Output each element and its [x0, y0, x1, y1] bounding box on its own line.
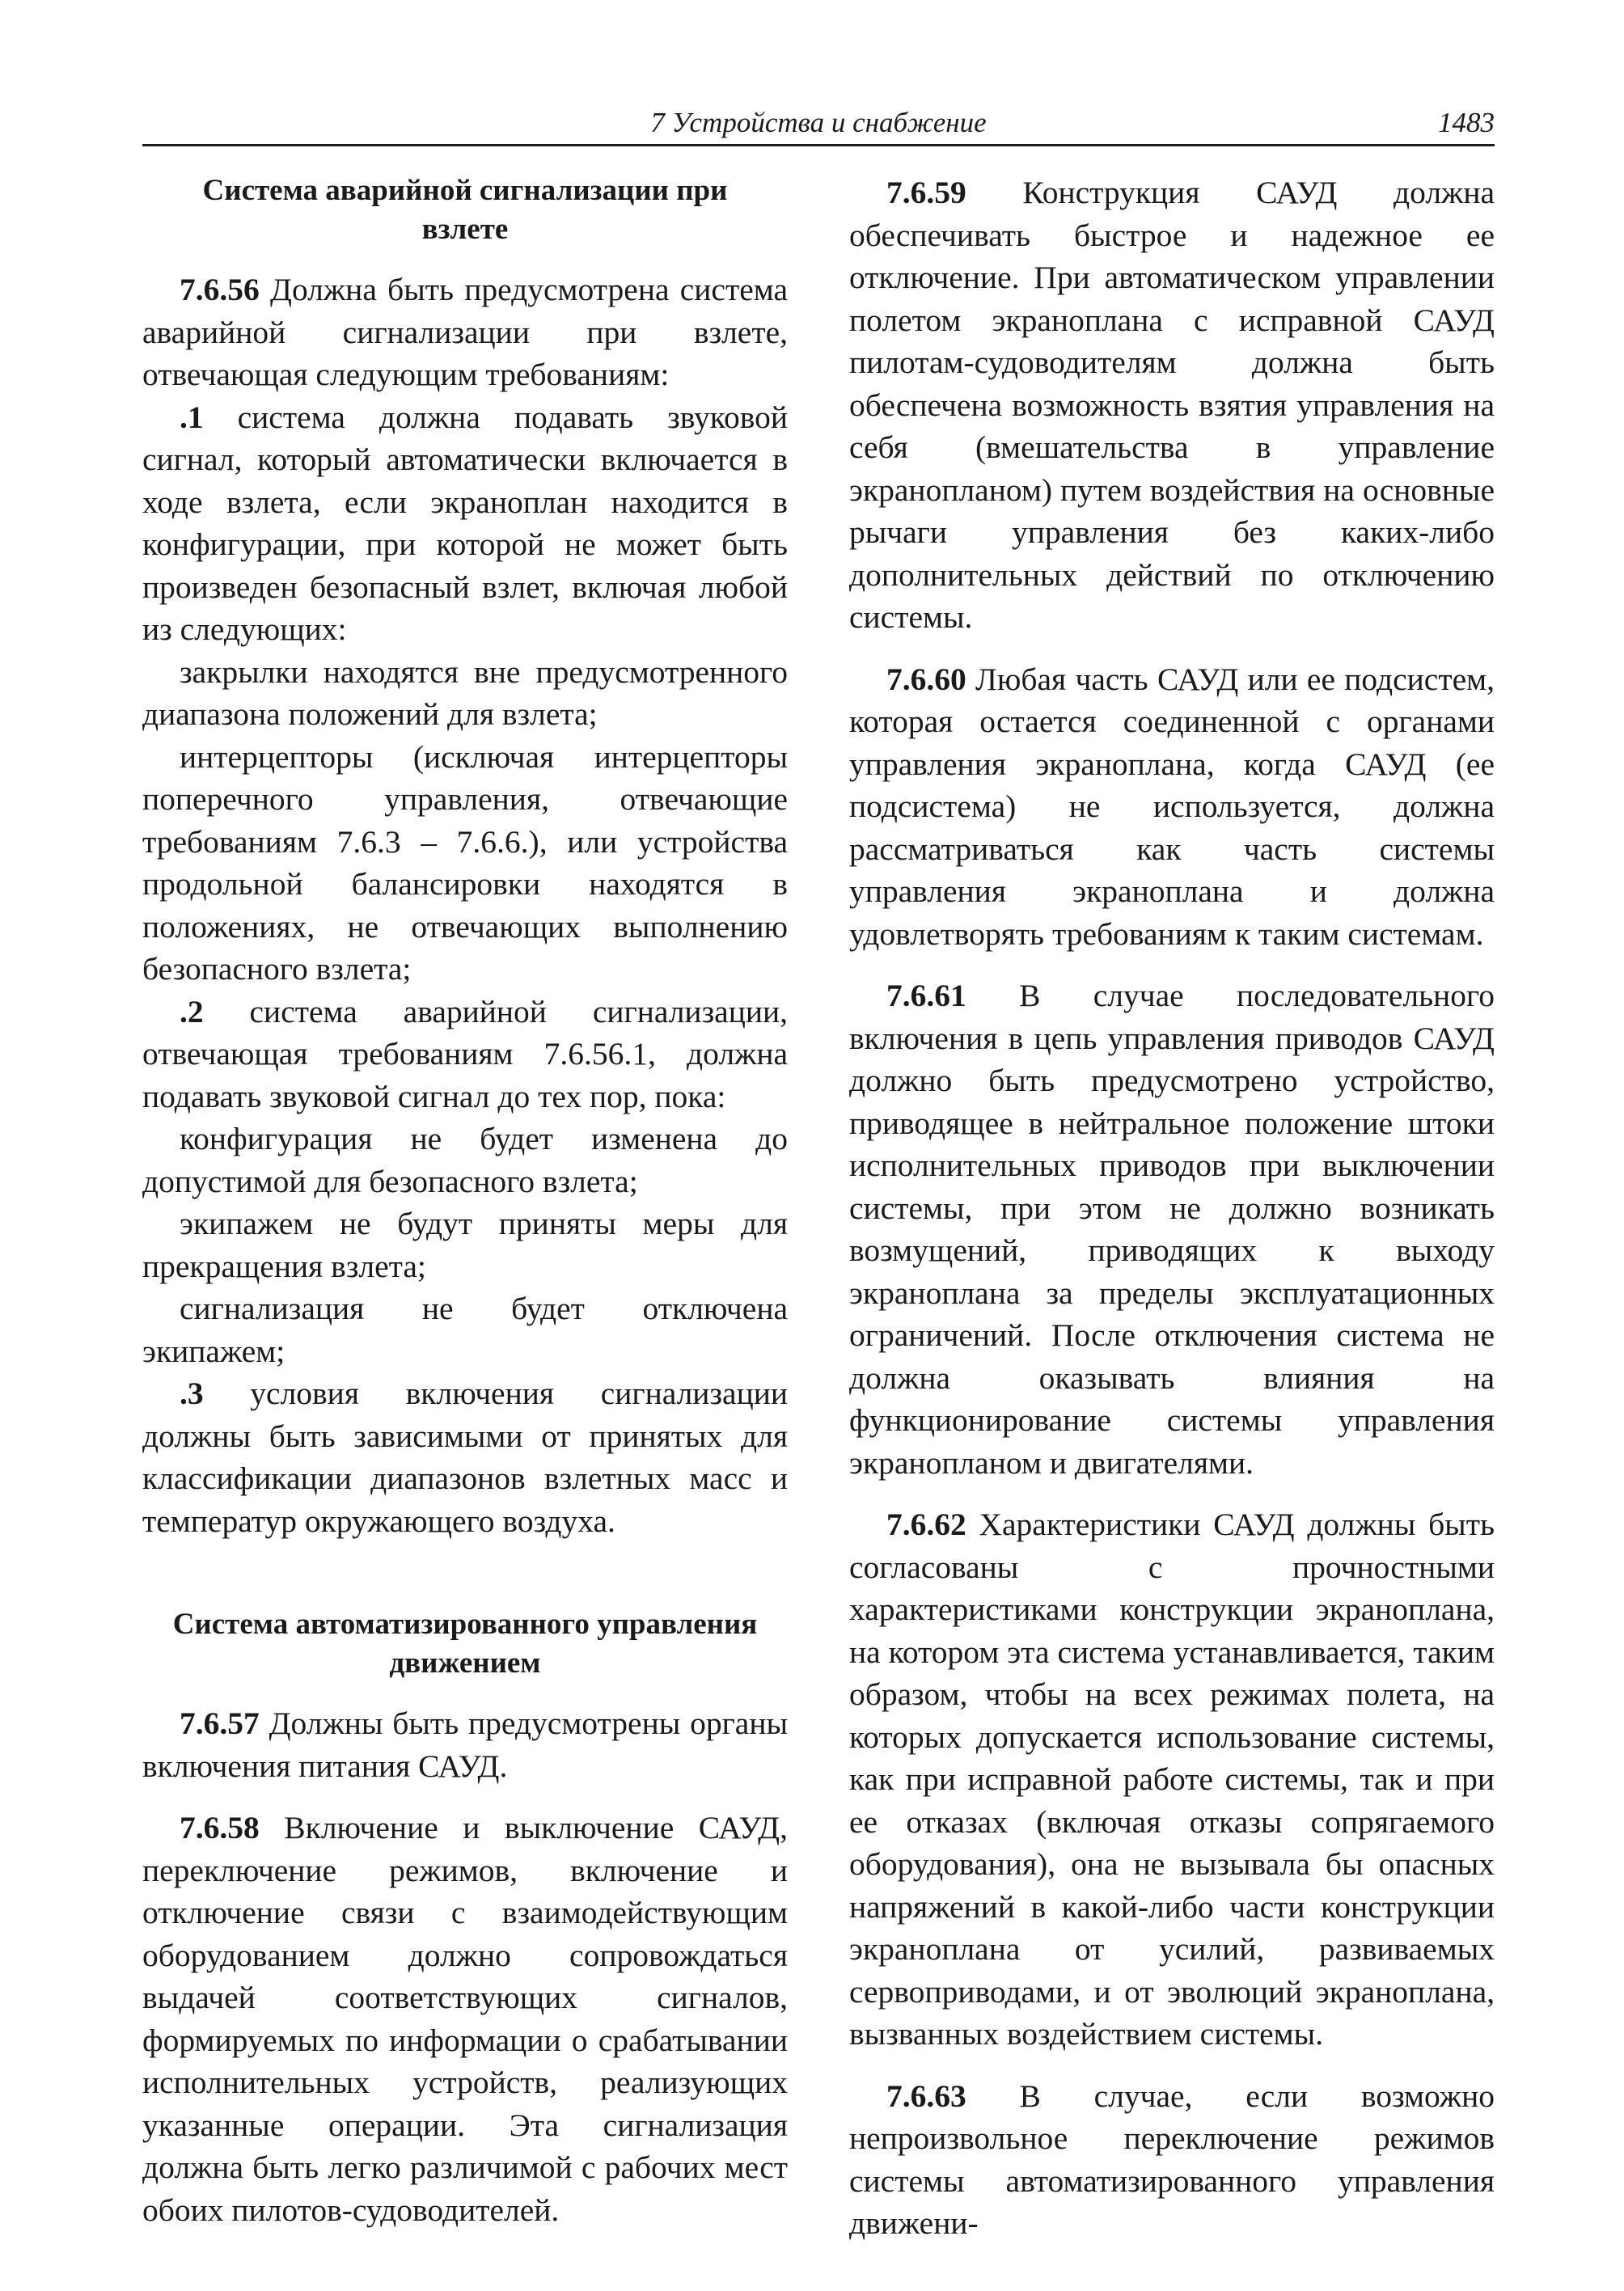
- clause-text: Должны быть предусмотрены органы включения питания САУД.: [142, 1706, 788, 1784]
- list-item-3: [142, 1372, 788, 1542]
- clause-text: Включение и выключение САУД, переключение режимов, включение и отключение связи с взаимодействующим оборудованием должно сопровождаться выдачей соответствующих сигналов, формируемых по информации о срабатывании исполнительных устройств, реализующих указанные операции. Эта сигнализация должна быть легко различимой с рабочих мест обоих пилотов-судоводителей.: [142, 1810, 788, 2228]
- clause-7-6-62: [849, 1503, 1495, 2056]
- item-text: система аварийной сигнализации, отвечающая требованиям 7.6.56.1, должна подавать звуковой сигнал до тех пор, пока:: [142, 993, 788, 1114]
- clause-7-6-61: [849, 974, 1495, 1484]
- clause-text: В случае, если возможно непроизвольное переключение режимов системы автоматизированного управления движени-: [849, 2078, 1495, 2241]
- item-text: условия включения сигнализации должны быть зависимыми от принятых для классификации диапазонов взлетных масс и температур окружающего воздуха.: [142, 1376, 788, 1539]
- clause-7-6-58: [142, 1807, 788, 2231]
- item-number: .3: [180, 1376, 204, 1411]
- item-number: .1: [180, 399, 204, 435]
- running-header-title: 7 Устройства и снабжение: [650, 107, 987, 138]
- item-number: .2: [180, 993, 204, 1029]
- clause-7-6-59: [849, 171, 1495, 639]
- clause-text: Любая часть САУД или ее подсистем, которая остается соединенной с органами управления экраноплана, когда САУД (ее подсистема) не используется, должна рассматриваться как часть системы управления экраноплана и должна удовлетворять требованиям к таким системам.: [849, 661, 1495, 952]
- list-subitem: интерцепторы (исключая интерцепторы поперечного управления, отвечающие требованиям 7.6.3 – 7.6.6.), или устройства продольной балансировки находятся в положениях, не отвечающих выполнению безопасного взлета;: [142, 738, 788, 987]
- clause-7-6-63: [849, 2075, 1495, 2245]
- page-number: 1483: [1438, 107, 1495, 138]
- clause-text: В случае последовательного включения в цепь управления приводов САУД должно быть предусмотрено устройство, приводящее в нейтральное положение штоки исполнительных приводов при выключении системы, при этом не должно возникать возмущений, приводящих к выходу экраноплана за пределы эксплуатационных ограничений. После отключения система не должна оказывать влияния на функционирование системы управления экранопланом и двигателями.: [849, 978, 1495, 1481]
- clause-text: Должна быть предусмотрена система аварийной сигнализации при взлете, отвечающая следующим требованиям:: [142, 272, 788, 392]
- item-text: система должна подавать звуковой сигнал, который автоматически включается в ходе взлета, если экраноплан находится в конфигурации, при которой не может быть произведен безопасный взлет, включая любой из следующих:: [142, 399, 788, 647]
- list-subitem: конфигурация не будет изменена до допустимой для безопасного взлета;: [142, 1121, 788, 1199]
- clause-number: 7.6.58: [180, 1810, 260, 1845]
- list-subitem: экипажем не будут приняты меры для прекращения взлета;: [142, 1206, 788, 1284]
- clause-number: 7.6.59: [886, 175, 966, 210]
- right-column: [849, 171, 1495, 2245]
- clause-number: 7.6.61: [886, 978, 966, 1013]
- clause-7-6-56: [142, 268, 788, 396]
- list-subitem: сигнализация не будет отключена экипажем;: [142, 1291, 788, 1369]
- running-header: [142, 102, 1495, 146]
- list-item-1: [142, 396, 788, 651]
- clause-number: 7.6.63: [886, 2078, 966, 2114]
- clause-number: 7.6.56: [180, 272, 260, 307]
- list-subitem: закрылки находятся вне предусмотренного диапазона положений для взлета;: [142, 653, 788, 732]
- clause-7-6-60: [849, 658, 1495, 956]
- clause-text: Характеристики САУД должны быть согласованы с прочностными характеристиками конструкции экраноплана, на котором эта система устанавливается, таким образом, чтобы на всех режимах полета, на которых допускается использование системы, как при исправной работе системы, так и при ее отказах (включая отказы сопрягаемого оборудования), она не вызывала бы опасных напряжений в какой-либо части конструкции экраноплана от усилий, развиваемых сервоприводами, и от эволюций экраноплана, вызванных воздействием системы.: [849, 1507, 1495, 2052]
- clause-7-6-57: [142, 1702, 788, 1787]
- left-column: [142, 171, 788, 2231]
- section-heading-takeoff-alarm: Система аварийной сигнализации при взлете: [202, 174, 728, 246]
- clause-number: 7.6.62: [886, 1507, 966, 1542]
- section-heading-motion-control: Система автоматизированного управления движением: [172, 1608, 758, 1680]
- clause-number: 7.6.60: [886, 661, 966, 697]
- clause-text: Конструкция САУД должна обеспечивать быстрое и надежное ее отключение. При автоматическом управлении полетом экраноплана с исправной САУД пилотам-судоводителям должна быть обеспечена возможность взятия управления на себя (вмешательства в управление экранопланом) путем воздействия на основные рычаги управления без каких-либо дополнительных действий по отключению системы.: [849, 175, 1495, 635]
- list-item-2: [142, 991, 788, 1118]
- clause-number: 7.6.57: [180, 1706, 260, 1741]
